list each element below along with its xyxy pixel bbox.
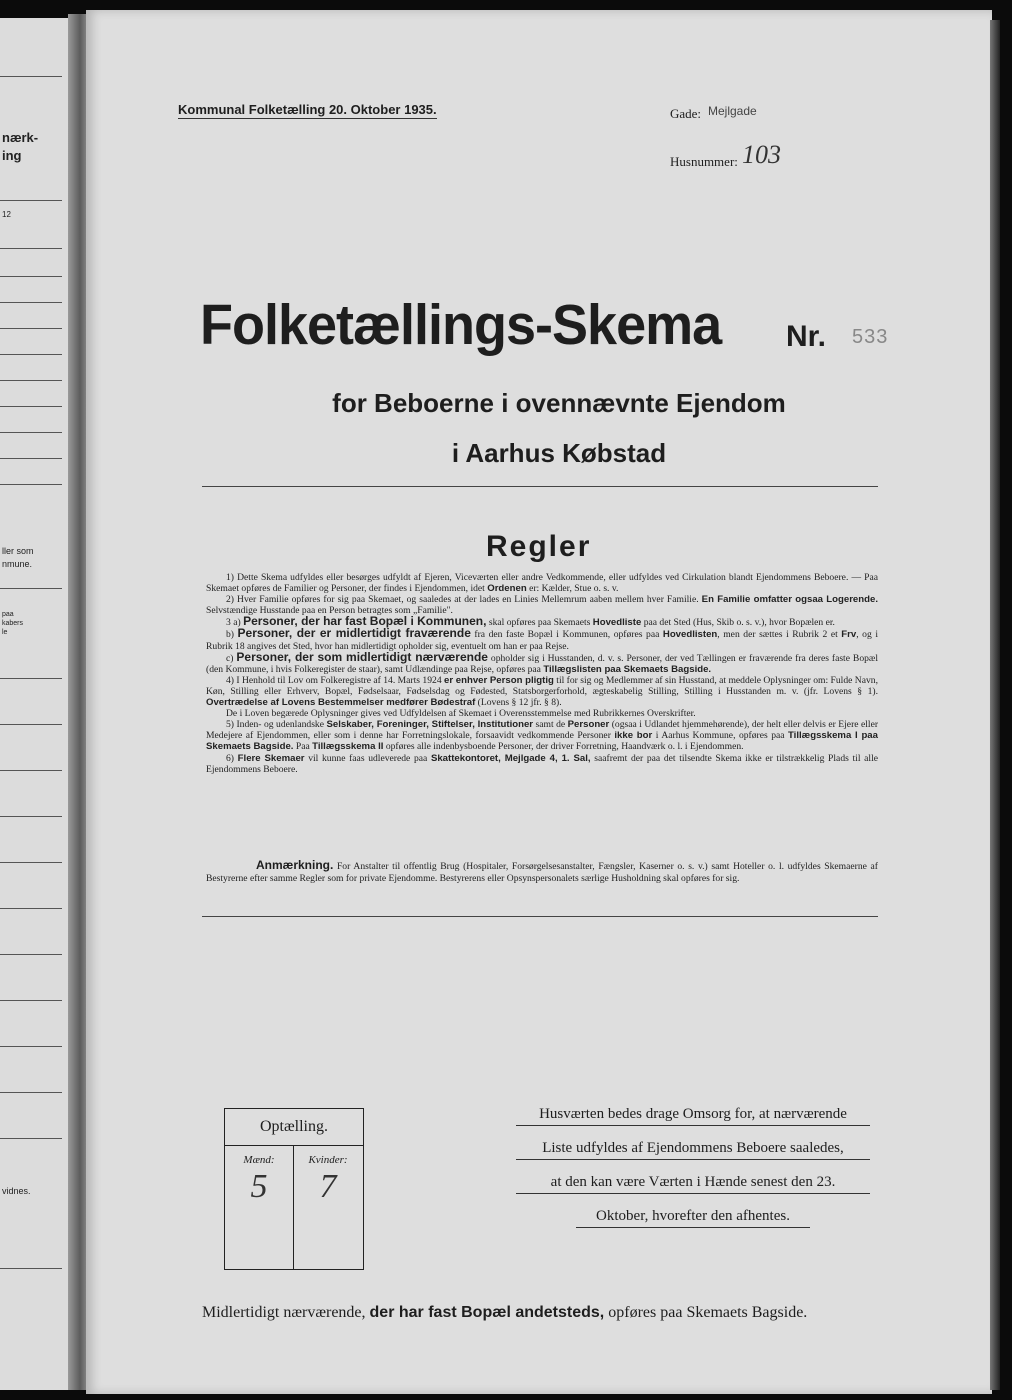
left-rule (0, 248, 62, 249)
left-rule (0, 1138, 62, 1139)
left-rule (0, 678, 62, 679)
annotation-lead: Anmærkning. (256, 858, 334, 872)
left-rule (0, 908, 62, 909)
rule-6: 6) Flere Skemaer vil kunne faas udleverede paa Skattekontoret, Mejlgade 4, 1. Sal, saafremt der paa det tilsendte Skema ikke er tilstrækkelig Plads til alle Ejendommens Beboere. (206, 752, 879, 775)
left-rule (0, 302, 62, 303)
annotation-note (206, 860, 878, 884)
left-fragment: kabers (2, 620, 24, 627)
left-rule (0, 484, 62, 485)
left-fragment: ller som (2, 546, 34, 556)
women-column (294, 1146, 362, 1269)
rule-4-note: De i Loven begærede Oplysninger gives ved Udfyldelsen af Skemaet i Overensstemmelse med Rubrikkernes Overskrifter. (226, 708, 696, 720)
left-rule (0, 862, 62, 863)
left-rule (0, 1046, 62, 1047)
left-rule (0, 276, 62, 277)
left-rule (0, 1000, 62, 1001)
rule-3c: c) Personer, der som midlertidigt nærværende opholder sig i Husstanden, d. v. s. Personer, der ved Tællingen er fraværende fra deres faste Bopæl (den Kommune, i hvis Folkeregister de staar), samt Udlændinge paa Rejse, opføres paa Tillægslisten paa Skemaets Bagside. (206, 649, 878, 675)
left-fragment: vidnes. (2, 1186, 31, 1196)
left-rule (0, 76, 62, 77)
rules-heading: Regler (486, 530, 592, 563)
left-rule (0, 354, 62, 355)
form-subtitle-city: i Aarhus Købstad (451, 438, 667, 468)
divider (202, 916, 878, 917)
count-box (224, 1108, 364, 1270)
landlord-note-line: at den kan være Værten i Hænde senest den 23. (516, 1174, 870, 1194)
left-rule (0, 200, 62, 201)
count-box-title: Optælling. (225, 1109, 363, 1146)
footer-note: Midlertidigt nærværende, der har fast Bopæl andetsteds, opføres paa Skemaets Bagside. (202, 1304, 808, 1321)
left-rule (0, 954, 62, 955)
rule-2: 2) Hver Familie opføres for sig paa Skemaet, og saaledes at der lades en Linies Mellemrum aaben mellem hver Familie. En Familie omfatter ogsaa Logerende. Selvstændige Husstande paa en Person betragtes som „Familie". (206, 594, 878, 617)
rule-3a: 3 a) Personer, der har fast Bopæl i Kommunen, skal opføres paa Skemaets Hovedliste paa det Sted (Hus, Skib o. s. v.), hvor Bopælen er. (226, 614, 835, 629)
left-rule (0, 458, 62, 459)
women-label: Kvinder: (308, 1154, 348, 1166)
rule-5: 5) Inden- og udenlandske Selskaber, Foreninger, Stiftelser, Institutioner samt de Personer (ogsaa i Udlandet hjemmehørende), der helt eller delvis er Ejere eller Medejere af Ejendommen, eller som i denne har Forretningslokale, forsaavidt vedkommende Personer ikke bor i Aarhus Kommune, opføres paa Tillægsskema I paa Skemaets Bagside. Paa Tillægsskema II opføres alle indenbysboende Personer, der driver Forretning, Haandværk o. l. i Ejendommen. (206, 719, 879, 753)
left-rule (0, 770, 62, 771)
left-rule (0, 1092, 62, 1093)
census-form-page (86, 10, 992, 1394)
left-fragment: ing (2, 148, 22, 163)
form-subtitle: for Beboerne i ovennævnte Ejendom (332, 388, 786, 418)
husnummer-value: 103 (742, 140, 781, 169)
men-count: 5 (250, 1168, 268, 1205)
form-number-label: Nr. (786, 320, 827, 353)
left-rule (0, 588, 62, 589)
left-fragment: nærk- (2, 130, 39, 145)
rule-3b: b) Personer, der er midlertidigt fraværende fra den faste Bopæl i Kommunen, opføres paa Hovedlisten, men der sættes i Rubrik 2 et Frv, og i Rubrik 18 angives det Sted, hvor han midlertidigt opholder sig, eventuelt om han er paa Rejse. (206, 626, 878, 652)
annotation-text: For Anstalter til offentlig Brug (Hospitaler, Forsørgelsesanstalter, Fængsler, Kaserner o. s. v.) samt Hoteller o. l. udfyldes Skemaerne af Bestyrerne efter samme Regler som for private Ejendomme. Bestyrerens eller Opsynspersonalets særlige Husholdning skal opføres for sig. (206, 861, 878, 884)
rule-1: 1) Dette Skema udfyldes eller besørges udfyldt af Ejeren, Viceværten eller andre Vedkommende, eller udfyldes ved Cirkulation blandt Ejendommens Beboere. — Paa Skemaet opføres de Familier og Personer, der findes i Ejendommen, idet Ordenen er: Kælder, Stue o. s. v. (206, 572, 878, 595)
husnummer-label: Husnummer: (670, 154, 738, 169)
left-rule (0, 1268, 62, 1269)
left-rule (0, 724, 62, 725)
left-rule (0, 406, 62, 407)
left-fragment: paa (2, 611, 14, 618)
women-count: 7 (319, 1168, 337, 1205)
landlord-note-line: Liste udfyldes af Ejendommens Beboere saaledes, (516, 1140, 870, 1160)
census-header: Kommunal Folketælling 20. Oktober 1935. (178, 102, 437, 117)
landlord-note-line: Husværten bedes drage Omsorg for, at nærværende (516, 1106, 870, 1126)
left-fragment: le (2, 629, 8, 636)
page-edge (990, 20, 1000, 1390)
form-number-value: 533 (852, 326, 889, 348)
landlord-note-line: Oktober, hvorefter den afhentes. (576, 1208, 810, 1228)
gade-label: Gade: (670, 106, 702, 121)
rules-text (206, 572, 878, 775)
left-rule (0, 328, 62, 329)
left-rule (0, 816, 62, 817)
rule-4: 4) I Henhold til Lov om Folkeregistre af 14. Marts 1924 er enhver Person pligtig til for sig og Medlemmer af sin Husstand, at meddele Oplysninger om: Fulde Navn, Køn, Stilling eller Erhverv, Bopæl, Fødselsaar, Fødselsdag og Fødested, Statsborgerforhold, ægteskabelig Stilling, Stilling i Husstanden m. v. (jfr. Lovens § 1). Overtrædelse af Lovens Bestemmelser medfører Bødestraf (Lovens § 12 jfr. § 8). (206, 674, 878, 709)
men-label: Mænd: (243, 1154, 275, 1166)
men-column (225, 1146, 294, 1269)
left-rule (0, 432, 62, 433)
left-rule (0, 380, 62, 381)
form-title: Folketællings-Skema (200, 293, 722, 357)
gade-value: Mejlgade (708, 104, 757, 118)
left-fragment: 12 (2, 210, 11, 219)
left-fragment: nmune. (2, 559, 33, 569)
divider (202, 486, 878, 487)
